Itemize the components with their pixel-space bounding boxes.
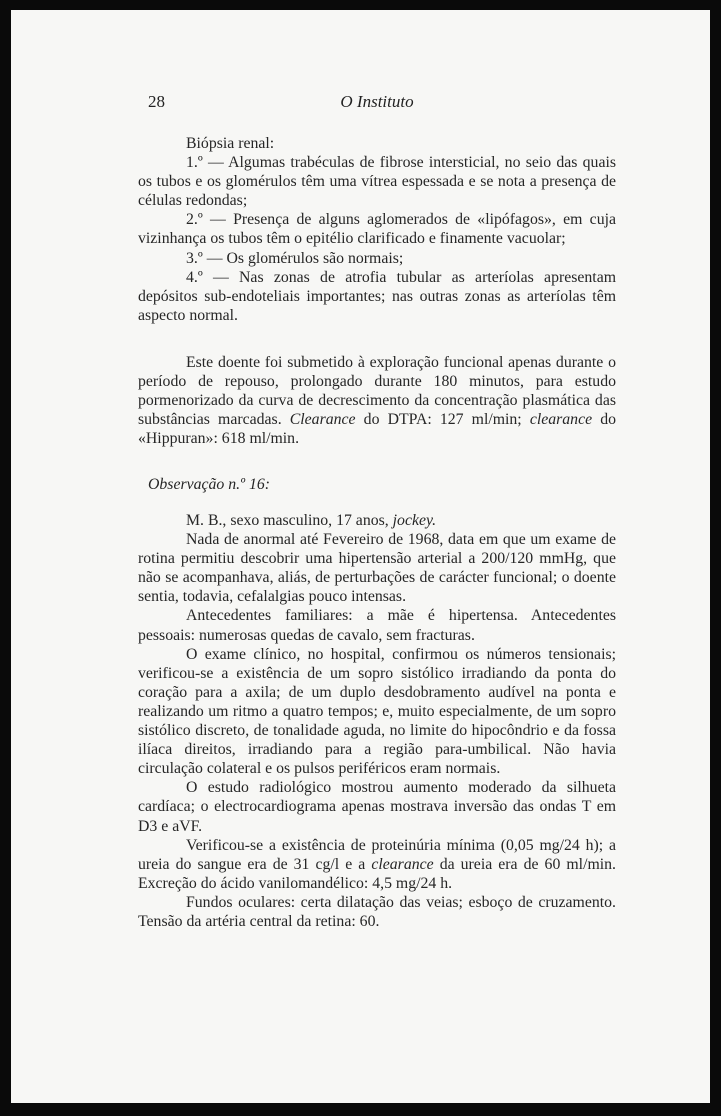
lab-clearance-term: clearance — [371, 855, 434, 873]
observation-heading: Observação n.º 16: — [148, 476, 271, 493]
fundus-paragraph: Fundos oculares: certa dilatação das veias; esboço de cruzamento. Tensão da artéria central da retina: 60. — [138, 893, 616, 930]
history-paragraph: Nada de anormal até Fevereiro de 1968, data em que um exame de rotina permitiu descobrir uma hipertensão arterial a 200/120 mmHg, que não se acompanhava, aliás, de perturbações de carácter funcional; o doente sentia, todavia, cefalalgias pouco intensas. — [138, 531, 616, 606]
patient-line — [138, 511, 616, 530]
page-number: 28 — [148, 92, 165, 111]
clearance-term-2: clearance — [529, 411, 593, 429]
antecedents-paragraph: Antecedentes familiares: a mãe é hipertensa. Antecedentes pessoais: numerosas quedas de cavalo, sem fracturas. — [138, 607, 616, 644]
exploration-text-c: do «Hippuran»: 618 ml/min. — [138, 411, 616, 448]
biopsy-item-2: 2.º — Presença de alguns aglomerados de «lipófagos», em cuja vizinhança os tubos têm o epitélio clarificado e finamente vacuolar; — [138, 211, 616, 248]
patient-info: M. B., sexo masculino, 17 anos, — [186, 512, 393, 529]
lab-text-b: da ureia era de 60 ml/min. Excreção do ácido vanilomandélico: 4,5 mg/24 h. — [138, 855, 616, 892]
exploration-text-a: Este doente foi submetido à exploração funcional apenas durante o período de repouso, prolongado durante 180 minutos, para estudo pormenorizado da curva de decrescimento da concentração plasmática das substâncias marcadas. — [138, 354, 616, 429]
biopsy-heading: Biópsia renal: — [186, 135, 275, 152]
exploration-text-b: do DTPA: 127 ml/min; — [355, 411, 530, 429]
biopsy-item-1: 1.º — Algumas trabéculas de fibrose intersticial, no seio das quais os tubos e os glomérulos têm uma vítrea espessada e se nota a presença de células redondas; — [138, 154, 616, 210]
biopsy-section — [138, 134, 616, 325]
running-title: O Instituto — [340, 92, 414, 111]
exploration-section — [138, 353, 616, 448]
biopsy-item-4: 4.º — Nas zonas de atrofia tubular as arteríolas apresentam depósitos sub-endoteliais importantes; nas outras zonas as arteríolas têm aspecto normal. — [138, 268, 616, 324]
lab-paragraph — [138, 836, 616, 893]
exploration-paragraph — [138, 353, 616, 448]
page-header — [138, 92, 616, 114]
radiology-paragraph: O estudo radiológico mostrou aumento moderado da silhueta cardíaca; o electrocardiograma apenas mostrava inversão das ondas T em D3 e aVF. — [138, 779, 616, 835]
patient-occupation: jockey. — [392, 512, 437, 529]
biopsy-item-3: 3.º — Os glomérulos são normais; — [186, 249, 404, 267]
clearance-term-1: Clearance — [289, 411, 356, 429]
clinical-paragraph: O exame clínico, no hospital, confirmou os números tensionais; verificou-se a existência de um sopro sistólico irradiando da ponta do coração para a axila; de um duplo desdobramento audível na ponta e realizando um ritmo a quatro tempos; e, muito especialmente, de um sopro sistólico discreto, de tonalidade aguda, no limite do hipocôndrio e da fossa ilíaca direitos, irradiando para a região para-umbilical. Não havia circulação colateral e os pulsos periféricos eram normais. — [138, 645, 616, 778]
lab-text-a: Verificou-se a existência de proteinúria mínima (0,05 mg/24 h); a ureia do sangue era de 31 cg/l e a — [138, 836, 616, 873]
observation-section — [138, 511, 616, 931]
